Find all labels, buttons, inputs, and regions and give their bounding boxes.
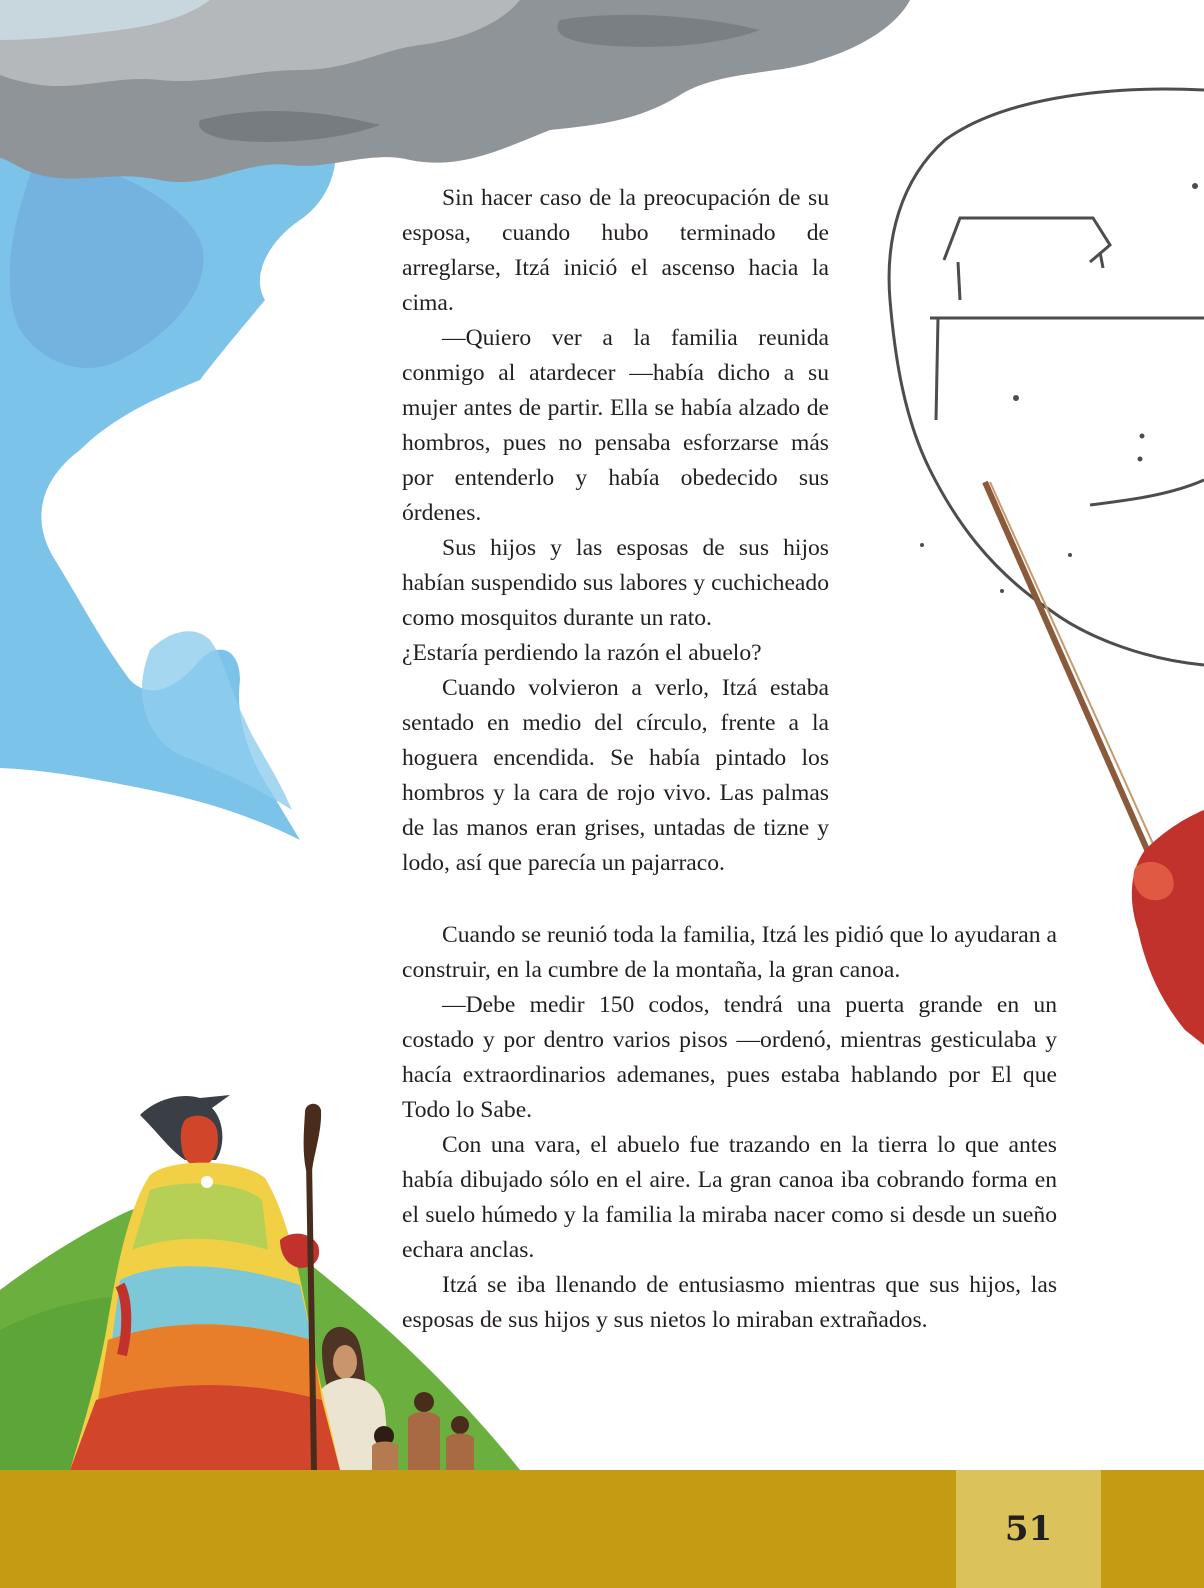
paragraph: Cuando volvieron a verlo, Itzá estaba sentado en medio del círculo, frente a la hoguera encendida. Se había pintado los hombros y la cara de rojo vivo. Las palmas de las manos eran grises, untadas de tizne y lodo, así que parecía un pajarraco. xyxy=(402,675,829,876)
paragraph: Con una vara, el abuelo fue trazando en la tierra lo que antes había dibujado sólo en el aire. La gran canoa iba cobrando forma en el suelo húmedo y la familia la miraba nacer como si desde un sueño echara anclas. xyxy=(402,1132,1057,1263)
paragraph: Sus hijos y las esposas de sus hijos habían suspendido sus labores y cuchicheado como mosquitos durante un rato. xyxy=(402,535,829,631)
storm-cloud xyxy=(0,0,910,182)
blue-sky-shape xyxy=(0,120,336,840)
paragraph: ¿Estaría perdiendo la razón el abuelo? xyxy=(402,640,762,666)
face-drawing xyxy=(889,89,1204,665)
story-column-wide xyxy=(402,918,1057,1338)
page-number: 51 xyxy=(1004,1509,1053,1549)
story-column-narrow xyxy=(402,181,829,881)
face-marks xyxy=(920,183,1198,593)
paragraph: —Quiero ver a la familia reunida conmigo al atardecer —había dicho a su mujer antes de partir. Ella se había alzado de hombros, pues no pensaba esforzarse más por entenderlo y había obedecido sus órdenes. xyxy=(402,325,829,526)
paragraph: Itzá se iba llenando de entusiasmo mientras que sus hijos, las esposas de sus hijos y sus nietos lo miraban extrañados. xyxy=(402,1272,1057,1333)
paragraph: Sin hacer caso de la preocupación de su esposa, cuando hubo terminado de arreglarse, Itzá inició el ascenso hacia la cima. xyxy=(402,185,829,316)
paragraph: Cuando se reunió toda la familia, Itzá les pidió que lo ayudaran a construir, en la cumbre de la montaña, la gran canoa. xyxy=(402,922,1057,983)
paragraph: —Debe medir 150 codos, tendrá una puerta grande en un costado y por dentro varios pisos —ordenó, mientras gesticulaba y hacía extraordinarios ademanes, pues estaba hablando por El que Todo lo Sabe. xyxy=(402,992,1057,1123)
page-number-box xyxy=(956,1470,1101,1588)
